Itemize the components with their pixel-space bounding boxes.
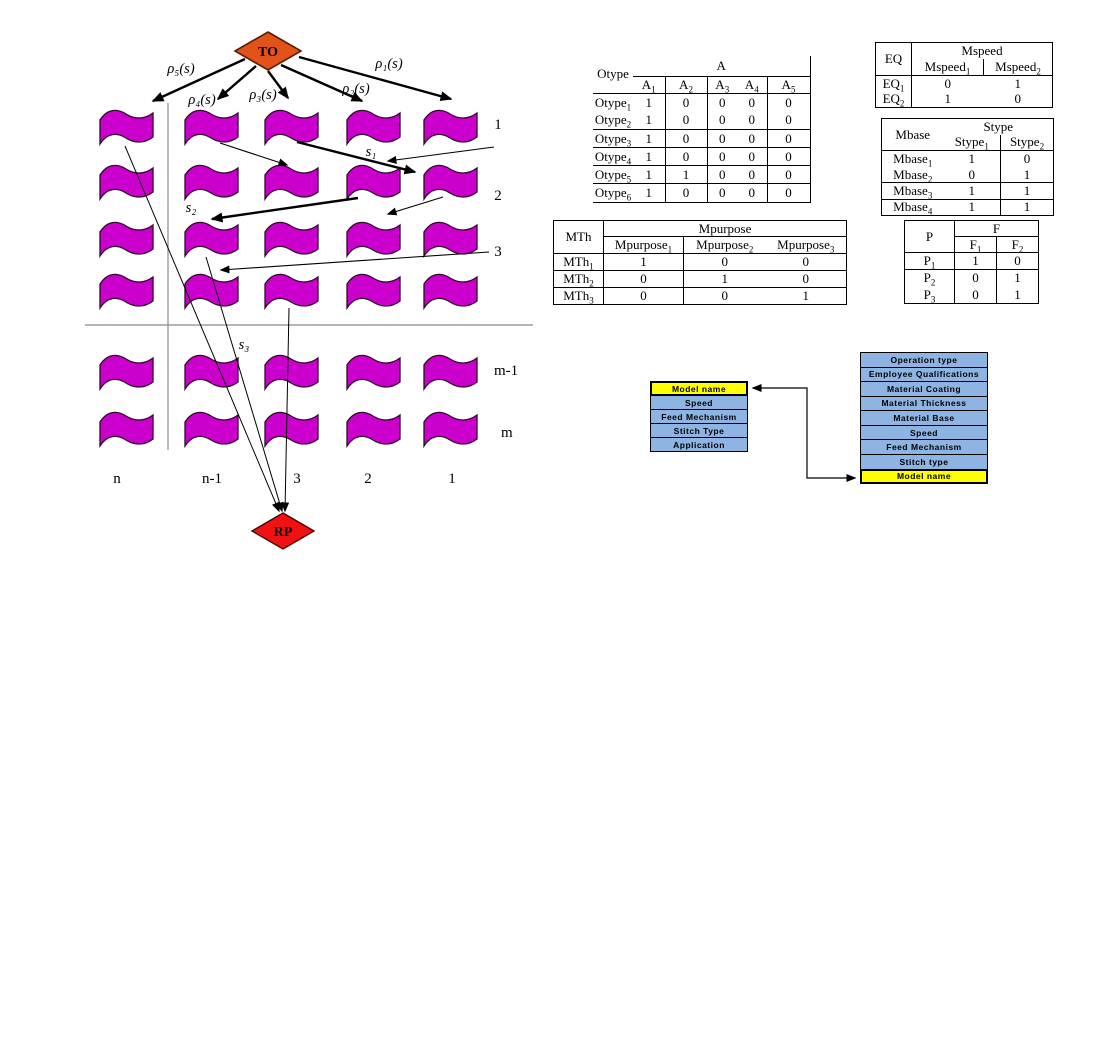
table-span-header: Stype xyxy=(983,118,1014,134)
table-header-cell: $A_2$ xyxy=(665,76,707,93)
table-row xyxy=(554,288,847,305)
rho5-label: ρ₅(s) xyxy=(167,61,195,77)
row-label-m1: m-1 xyxy=(494,363,519,379)
table-row xyxy=(593,148,810,166)
matrix-value-cell: 1 xyxy=(633,129,665,147)
edge-labels xyxy=(166,56,402,353)
wave-flag-icon xyxy=(424,274,477,308)
matrix-value-cell: 0 xyxy=(665,148,707,166)
rho2-label: ρ₂(s) xyxy=(342,81,370,97)
machine-attributes-box xyxy=(650,381,748,452)
col-label-3: 3 xyxy=(293,471,301,487)
row-header-cell: Mbase$_2$ xyxy=(882,167,944,183)
matrix-value-cell: 0 xyxy=(665,111,707,129)
s2-label: s₂ xyxy=(185,200,197,216)
s1-label: s₁ xyxy=(365,144,377,160)
edge-to-rp-3 xyxy=(285,308,289,511)
row-header-cell: MTh$_1$ xyxy=(554,254,604,271)
s3-label: s₃ xyxy=(238,337,250,353)
attribute-row: Speed xyxy=(651,395,747,409)
matrix-value-cell: 1 xyxy=(633,184,665,202)
wave-flag-icon xyxy=(100,110,153,144)
table-header-cell: $A_4$ xyxy=(737,76,767,93)
table-row xyxy=(593,184,810,202)
wave-flag-icon xyxy=(347,274,400,308)
table-span-header: Mpurpose xyxy=(604,221,847,237)
row-header-cell: $EQ_1$ xyxy=(876,76,912,92)
matrix-value-cell: 0 xyxy=(737,166,767,184)
matrix-value-cell: 0 xyxy=(944,167,1001,183)
wave-flag-icon xyxy=(265,274,318,308)
matrix-value-cell: 0 xyxy=(785,185,792,201)
row-header-cell: MTh$_3$ xyxy=(554,288,604,305)
table-row xyxy=(882,199,1054,215)
rho4-label: ρ₄(s) xyxy=(188,92,216,108)
table-row xyxy=(882,183,1054,199)
matrix-value-cell: 1 xyxy=(1001,183,1054,199)
matrix-value-cell: 0 xyxy=(719,185,726,201)
wave-flag-icon xyxy=(424,222,477,256)
matrix-value-cell: 0 xyxy=(707,111,737,129)
table-header-cell: $A_3$ xyxy=(707,76,737,93)
matrix-value-cell: 1 xyxy=(604,254,684,271)
row-header-cell: Mbase$_3$ xyxy=(882,183,944,199)
table-row xyxy=(876,92,1053,108)
matrix-value-cell: 0 xyxy=(944,75,951,91)
matrix-value-cell: 0 xyxy=(737,184,767,202)
matrix-value-cell: 0 xyxy=(604,271,684,288)
attribute-row: Stitch Type xyxy=(651,423,747,437)
row-header-cell: Otype$_3$ xyxy=(594,130,632,149)
matrix-value-cell: 0 xyxy=(737,129,767,147)
matrix-value-cell: 0 xyxy=(785,94,792,110)
matrix-value-cell: 0 xyxy=(767,111,810,129)
attribute-row: Stitch type xyxy=(861,454,987,469)
row-header-cell: $P_2$ xyxy=(905,270,955,287)
wave-flag-icon xyxy=(100,412,153,446)
table-row xyxy=(882,167,1054,183)
wave-flag-icon xyxy=(185,412,238,446)
row-labels xyxy=(494,117,518,441)
column-labels xyxy=(113,471,456,487)
matrix-value-cell: 1 xyxy=(802,288,809,304)
row-header-cell: $P_3$ xyxy=(905,287,955,304)
row-header-cell: Otype$_1$ xyxy=(594,94,632,113)
table-row xyxy=(905,287,1039,304)
mbase-stype-matrix xyxy=(881,118,1054,216)
wave-flag-icon xyxy=(100,355,153,389)
matrix-value-cell: 1 xyxy=(633,111,665,129)
row-header-cell: Mbase$_1$ xyxy=(893,151,933,169)
attribute-row: Model name xyxy=(861,469,987,484)
row-header-cell: Otype$_6$ xyxy=(594,185,632,203)
edge-thin-2 xyxy=(388,147,494,161)
matrix-value-cell: 0 xyxy=(767,148,810,166)
rho3-label: ρ₃(s) xyxy=(249,87,277,103)
matrix-value-cell: 0 xyxy=(766,271,847,288)
wave-flag-icon xyxy=(100,274,153,308)
edge-thin-1 xyxy=(220,143,287,165)
matrix-value-cell: 1 xyxy=(665,166,707,184)
mth-mpurpose-matrix xyxy=(553,220,847,305)
wave-flag-icon xyxy=(185,110,238,144)
matrix-value-cell: 1 xyxy=(1023,199,1031,215)
attribute-row: Material Coating xyxy=(861,381,987,396)
row-label-1: 1 xyxy=(494,117,502,133)
matrix-value-cell: 0 xyxy=(767,166,810,184)
attribute-row: Feed Mechanism xyxy=(651,409,747,423)
table-row xyxy=(593,93,810,111)
p-f-matrix xyxy=(904,220,1039,304)
attribute-row: Feed Mechanism xyxy=(861,439,987,454)
table-row xyxy=(882,151,1054,167)
matrix-value-cell: 0 xyxy=(707,166,737,184)
wave-flag-icon xyxy=(347,110,400,144)
table-row xyxy=(876,76,1053,92)
matrix-value-cell: 1 xyxy=(955,253,997,270)
table-corner-label: MTh xyxy=(554,221,604,254)
table-span-header: A xyxy=(633,56,810,76)
attribute-row: Model name xyxy=(651,382,747,395)
table-header-cell: Mpurpose$_2$ xyxy=(684,237,766,254)
matrix-value-cell: 1 xyxy=(1001,167,1054,183)
wave-flag-icon xyxy=(424,412,477,446)
wave-flag-icon xyxy=(100,222,153,256)
rp-node-label: RP xyxy=(273,525,293,540)
edge-thin-3 xyxy=(388,197,443,214)
rp-node xyxy=(252,513,314,549)
operation-attributes-box xyxy=(860,352,988,484)
matrix-value-cell: 0 xyxy=(707,148,737,166)
wave-flag-icon xyxy=(265,412,318,446)
matrix-value-cell: 0 xyxy=(707,129,737,147)
matrix-value-cell: 1 xyxy=(944,91,951,107)
wave-flag-icon xyxy=(347,165,400,199)
col-label-1: 1 xyxy=(448,471,456,487)
wave-flag-icon xyxy=(185,274,238,308)
to-node xyxy=(235,32,301,70)
table-span-header: F xyxy=(955,221,1039,237)
matrix-value-cell: 0 xyxy=(604,288,684,305)
table-header-cell: $F_1$ xyxy=(955,237,997,253)
table-row xyxy=(905,253,1039,270)
table-header-cell: $F_2$ xyxy=(997,237,1039,253)
wave-flag-icon xyxy=(347,412,400,446)
col-label-n1: n-1 xyxy=(202,471,222,487)
table-corner-label: EQ xyxy=(876,43,912,76)
wave-flag-icon xyxy=(265,222,318,256)
matrix-value-cell: 0 xyxy=(721,288,728,304)
matrix-value-cell: 0 xyxy=(955,270,997,287)
row-label-2: 2 xyxy=(494,188,502,204)
matrix-value-cell: 1 xyxy=(944,183,1001,199)
table-header-cell: $A_5$ xyxy=(767,76,810,93)
row-label-3: 3 xyxy=(494,244,502,260)
wave-flag-icon xyxy=(185,222,238,256)
row-header-cell: Otype$_4$ xyxy=(594,148,632,167)
table-row xyxy=(554,254,847,271)
matrix-value-cell: 1 xyxy=(944,151,1001,167)
table-header-cell: $A_1$ xyxy=(633,76,665,93)
wave-flag-icon xyxy=(265,355,318,389)
table-header-cell: Mspeed$_2$ xyxy=(984,59,1053,76)
wave-flag-icon xyxy=(347,355,400,389)
matrix-value-cell: 0 xyxy=(665,93,707,111)
matrix-value-cell: 0 xyxy=(737,93,767,111)
row-label-m: m xyxy=(501,425,513,441)
row-header-cell: Otype$_5$ xyxy=(594,167,632,185)
col-label-2: 2 xyxy=(364,471,372,487)
table-row xyxy=(593,166,810,184)
wave-flag-icon xyxy=(265,110,318,144)
flag-grid xyxy=(100,110,477,446)
table-corner-label: Mbase xyxy=(882,119,944,151)
wave-flag-icon xyxy=(265,165,318,199)
table-row xyxy=(593,129,810,147)
table-row xyxy=(593,111,810,129)
matrix-value-cell: 0 xyxy=(766,254,847,271)
table-span-header: Mspeed xyxy=(961,42,1003,58)
row-header-cell: Mbase$_4$ xyxy=(893,199,933,217)
wave-flag-icon xyxy=(424,355,477,389)
table-corner-label: Otype xyxy=(593,56,633,93)
row-header-cell: Otype$_2$ xyxy=(594,112,632,130)
matrix-value-cell: 0 xyxy=(1023,151,1031,167)
wave-flag-icon xyxy=(185,165,238,199)
table-row xyxy=(554,271,847,288)
matrix-value-cell: 1 xyxy=(633,166,665,184)
row-header-cell: $P_1$ xyxy=(905,253,955,270)
matrix-value-cell: 0 xyxy=(665,129,707,147)
matrix-value-cell: 0 xyxy=(737,111,767,129)
attribute-row: Employee Qualifications xyxy=(861,367,987,382)
to-node-label: TO xyxy=(258,45,278,60)
matrix-value-cell: 1 xyxy=(1014,270,1021,286)
attribute-row: Application xyxy=(651,437,747,451)
wave-flag-icon xyxy=(185,355,238,389)
matrix-value-cell: 0 xyxy=(737,148,767,166)
eq-mspeed-matrix xyxy=(875,42,1053,108)
table-header-cell: Mpurpose$_3$ xyxy=(766,237,847,254)
matrix-value-cell: 0 xyxy=(684,254,766,271)
table-header-cell: Mspeed$_1$ xyxy=(912,59,984,76)
edge-to-rp-1 xyxy=(125,146,279,511)
wave-flag-icon xyxy=(424,110,477,144)
matrix-value-cell: 1 xyxy=(633,93,665,111)
edge-thin-4 xyxy=(221,252,489,270)
otype-attribute-matrix xyxy=(593,56,811,203)
table-corner-label: P xyxy=(905,221,955,253)
wave-flag-icon xyxy=(424,165,477,199)
matrix-value-cell: 0 xyxy=(1014,91,1021,107)
matrix-value-cell: 0 xyxy=(719,94,726,110)
matrix-value-cell: 0 xyxy=(665,184,707,202)
attribute-row: Operation type xyxy=(861,353,987,367)
matrix-value-cell: 1 xyxy=(1014,286,1021,302)
matrix-value-cell: 1 xyxy=(944,199,1001,215)
matrix-value-cell: 0 xyxy=(997,253,1039,270)
row-header-cell: $EQ_2$ xyxy=(876,92,912,108)
matrix-value-cell: 1 xyxy=(684,271,766,288)
grid-dividers xyxy=(85,103,533,450)
matrix-value-cell: 0 xyxy=(955,287,997,304)
table-header-cell: Stype$_1$ xyxy=(944,135,1001,151)
col-label-n: n xyxy=(113,471,121,487)
attribute-row: Material Base xyxy=(861,410,987,425)
table-header-cell: Stype$_2$ xyxy=(1001,135,1054,151)
row-header-cell: MTh$_2$ xyxy=(554,271,604,288)
matrix-value-cell: 1 xyxy=(633,148,665,166)
matrix-value-cell: 0 xyxy=(767,129,810,147)
matrix-value-cell: 1 xyxy=(1014,75,1021,91)
table-row xyxy=(905,270,1039,287)
wave-flag-icon xyxy=(347,222,400,256)
attribute-row: Speed xyxy=(861,425,987,440)
model-name-connector xyxy=(753,388,855,478)
edge-s2 xyxy=(212,198,358,219)
table-header-cell: Mpurpose$_1$ xyxy=(604,237,684,254)
rho1-label: ρ₁(s) xyxy=(375,56,403,72)
attribute-row: Material Thickness xyxy=(861,396,987,411)
